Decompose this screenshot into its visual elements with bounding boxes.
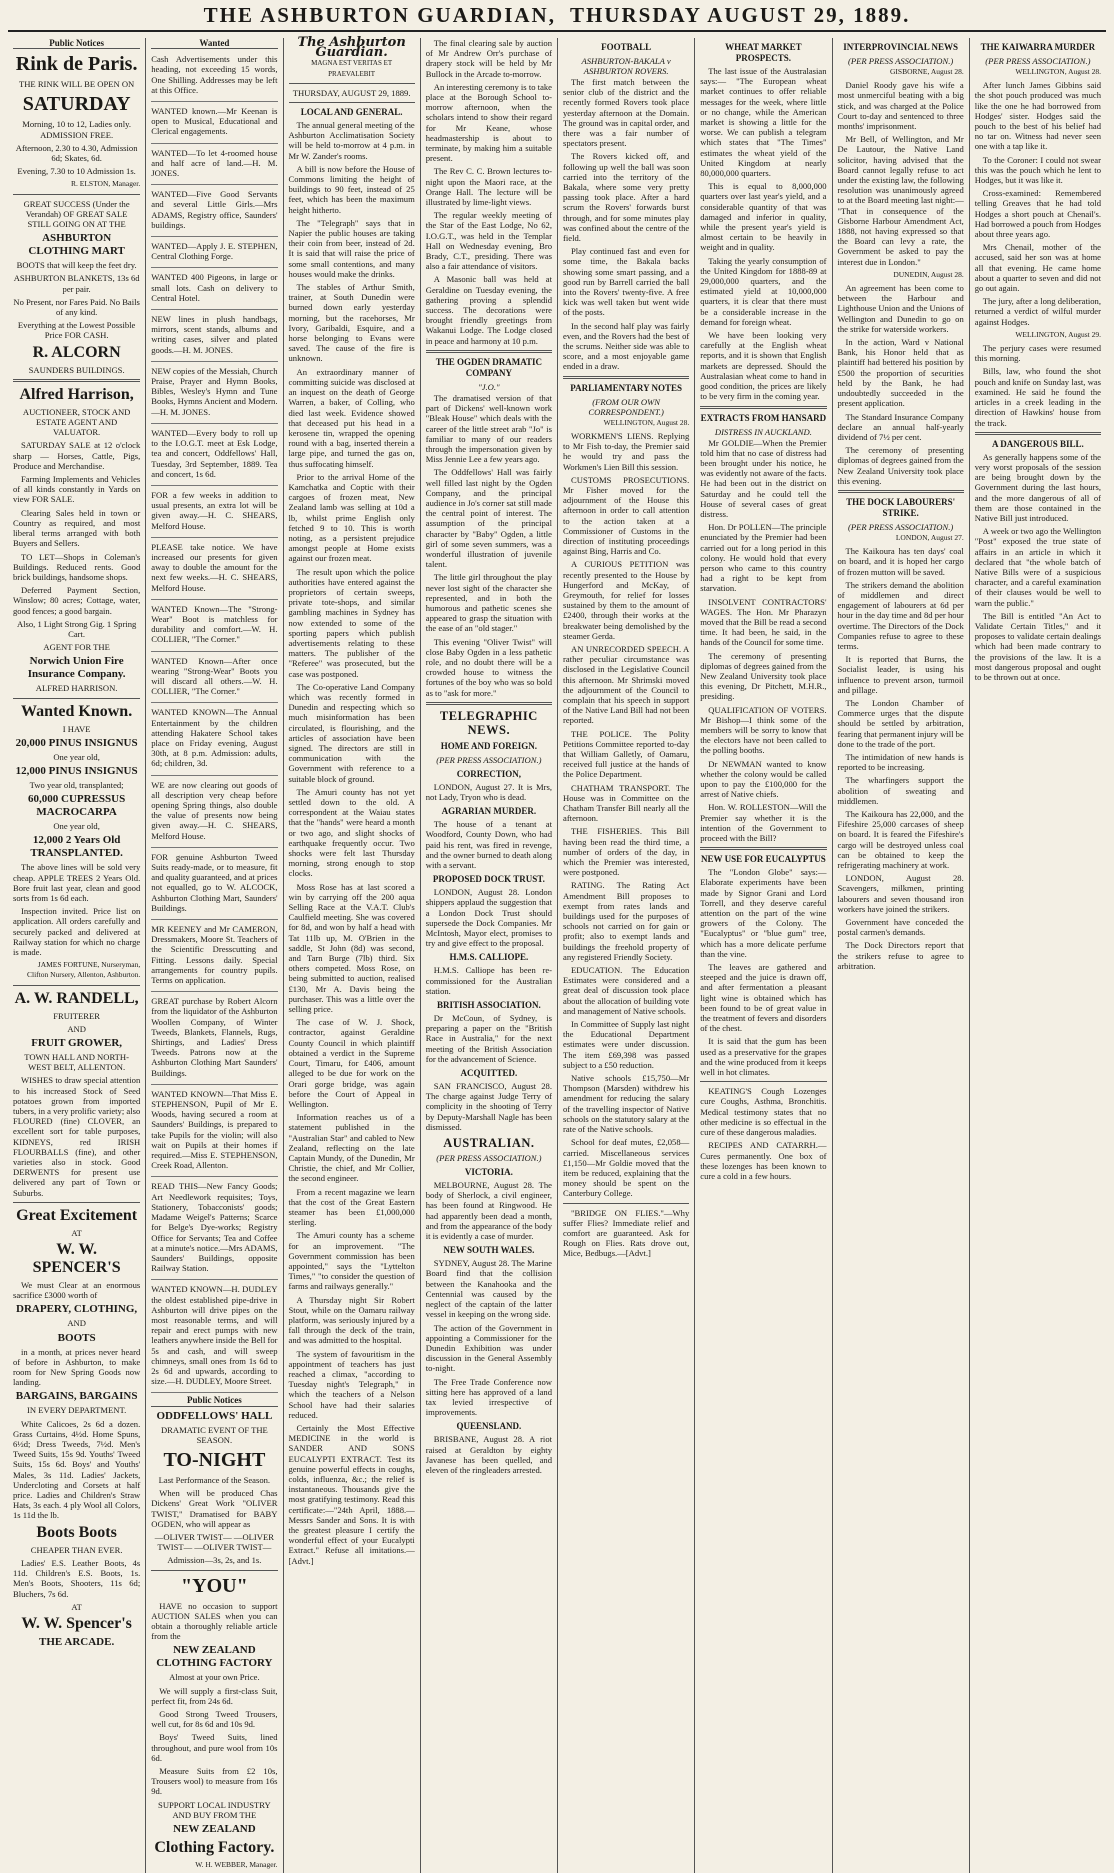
news-heading: AGRARIAN MURDER. xyxy=(441,806,537,817)
article-paragraph: Certainly the Most Effective MEDICINE in the world is SANDER AND SONS EUCALYPTI EXTRACT. Test its genuine powerful effects in coughs, colds, influenza, &c.; the relief is instantaneous. Thousands give the most gratifying testimony. Read this certificate:—"24th April, 1888.—Messrs Sander and Sons. It is with the greatest pleasure I certify the wonderful effect of your Eucalypti Extract." Refuse all imitations.—[Advt.] xyxy=(288,1423,415,1566)
article-paragraph: Taking the yearly consumption of the United Kingdom for 1888-89 at 29,000,000 quarters, and the estimated yield at 10,000,000 quarters, it is clear that there must be a considerable increase in the demand for foreign wheat. xyxy=(700,255,827,327)
article-paragraph: School for deaf mutes, £2,058—carried. Miscellaneous services £1,150—Mr Goldie moved that the item be reduced, explaining that the money should be spent on the Canterbury College. xyxy=(563,1137,690,1199)
article-paragraph: The wharfingers support the abolition of sweating and middlemen. xyxy=(837,775,964,806)
article-paragraph: The ceremony of presenting diplomas of degrees gained from the New Zealand University took place this evening. xyxy=(837,445,964,486)
excitement-title: Great Excitement xyxy=(16,1206,138,1224)
wanted-ad xyxy=(151,922,277,992)
section-heading: THE KAIWARRA MURDER xyxy=(980,42,1096,52)
section-subheading: HOME AND FOREIGN. xyxy=(440,740,537,751)
dateline: WELLINGTON, August 28. xyxy=(603,417,690,427)
section-heading: INTERPROVINCIAL NEWS xyxy=(843,42,959,52)
article-paragraph: The Co-operative Land Company which was recently formed in Dunedin and respecting which so much misinformation has been circulated, is flourishing, and the articles of association have been signed. The directors are still in communication with the Government with reference to a suitable block of ground. xyxy=(288,681,415,784)
divider xyxy=(289,102,415,103)
article-paragraph: Information reaches us of a statement published in the "Australian Star" and cabled to New Zealand, reflecting on the late Captain Mundy, of the Dunedin, Mr Christie, the chief, and Mr Collier, the second engineer. xyxy=(288,1112,415,1184)
article-paragraph: In the action, Ward v National Bank, his Honor held that as plaintiff had bettered his position by £500 the proportion of securities held by the Bank, he had undoubtedly succeeded in the present application. xyxy=(837,337,964,409)
ad-text: WANTED KNOWN—The Annual Entertainment by the children attending Hakatere School takes place on Friday evening, August 30th, at 8 p.m. Admission: adults, 6d; children, 3d. xyxy=(151,707,278,769)
article-paragraph: The system of favouritism in the appointment of teachers has just reached a climax, "according to Tuesday night's Telegraph," in which the teachers of a Nelson School have had their salaries reduced. xyxy=(288,1348,415,1420)
ad-text: PLEASE take notice. We have increased our presents for given away to double the amount for the next few weeks.—H. C. SHEARS, Melford House. xyxy=(151,541,278,593)
alcorn-name: R. ALCORN xyxy=(32,343,121,361)
press-credit: (PER PRESS ASSOCIATION.) xyxy=(847,521,954,532)
trees-line: 60,000 CUPRESSUS MACROCARPA xyxy=(28,793,126,819)
rink-line: Morning, 10 to 12, Ladies only. ADMISSION FREE. xyxy=(22,119,131,140)
rink-line: Afternoon, 2.30 to 4.30, Admission 6d; Skates, 6d. xyxy=(15,142,138,164)
nz-line: We will supply a first-class Suit, perfect fit, from 24s 6d. xyxy=(151,1685,278,1706)
section-heading: TELEGRAPHIC NEWS. xyxy=(439,708,538,737)
nz-line: Almost at your own Price. xyxy=(169,1672,260,1683)
wanted-ad xyxy=(151,1179,277,1280)
ad-text: NEW copies of the Messiah, Church Praise, Prayer and Hymn Books, Bibles, Wesley's Hymn and Tune Books, Hymns Ancient and Modern.—H. M. JONES. xyxy=(151,365,278,417)
section-heading: A DANGEROUS BILL. xyxy=(991,438,1084,449)
mart-line: No Present, nor Fares Paid. No Bails of any kind. xyxy=(13,296,140,318)
column-heading: Wanted xyxy=(151,38,277,49)
divider xyxy=(13,985,140,986)
harrison-line: SATURDAY SALE at 12 o'clock sharp — Horses, Cattle, Pigs, Produce and Merchandise. xyxy=(13,440,141,471)
article-paragraph: Moss Rose has at last scored a win by carrying off the 200 aqua Selling Race at the V.A.T. Club's Caulfield meeting. She was covered for 8d, and won by half a head with Tat 11lb up, M. O'Brien in the saddle, St John (8d) was second, and Tarn Burge (7lb) third. Six others competed. Moss Rose, on being submitted to auction, realised £130, Mr A. Davis being the purchaser. This was a little over the selling price. xyxy=(288,881,415,1015)
column-3 xyxy=(283,35,420,1873)
harrison-line: Also, 1 Light Strong Gig. 1 Spring Cart. xyxy=(16,618,137,639)
article-paragraph: Mr Bell, of Wellington, and Mr De Lautour, the Native Land solicitor, having advised that the Board cannot legally refuse to act under the existing law, the following resolution was unanimously agreed to at the Board meeting last night:— "That in consequence of the Gisborne Harbour Amendment Act, 1888, not having expressed so that the Board can levy a rate, the Government be asked to pay the interest due in London." xyxy=(837,134,964,267)
rink-signature: R. ELSTON, Manager. xyxy=(71,179,141,189)
harrison-line: Deferred Payment Section, Winslow; 80 acres; Cottage, water, good fences; a good bargain. xyxy=(13,585,141,616)
wanted-ad xyxy=(151,994,277,1085)
norwich-agent: AGENT FOR THE xyxy=(43,642,110,653)
at-line: AT xyxy=(71,1227,82,1238)
article-paragraph: To the Coroner: I could not swear this was the pouch which he lent to Hodges, but it was like it. xyxy=(974,154,1101,186)
section-subheading: (FROM OUR OWN CORRESPONDENT.) xyxy=(588,396,664,417)
article-paragraph: This evening "Oliver Twist" will close Baby Ogden in a less pathetic role, and no doubt there will be a crowded house to witness the fortunes of the boy who was so bold as to "ask for more." xyxy=(425,636,552,698)
paper-date: THURSDAY, AUGUST 29, 1889. xyxy=(292,87,411,98)
boots-list: Ladies' E.S. Leather Boots, 4s 11d. Children's E.S. Boots, 1s. Men's Boots, Shooters, 11s 6d; Bluchers, 7s 6d. xyxy=(13,1557,141,1599)
wanted-known: Wanted Known. xyxy=(21,702,133,720)
trees-line: The above lines will be sold very cheap. APPLE TREES 2 Years Old. Bore fruit last year, clean and good sorts from 1s 6d each. xyxy=(13,862,141,903)
article-paragraph: QUALIFICATION OF VOTERS. Mr Bishop—I think some of the members will be sorry to know that the electors have not been called to the polling booths. xyxy=(700,704,827,756)
bargains-sub: IN EVERY DEPARTMENT. xyxy=(27,1405,127,1416)
article-paragraph: A bill is now before the House of Commons limiting the height of buildings to 90 feet, instead of 25 feet, which has been the maximum height hitherto. xyxy=(288,163,415,215)
article-paragraph: As generally happens some of the very worst proposals of the session are being brought down by the Government during the last hours, and the more dangerous of all of them are those contained in the Native Bill just introduced. xyxy=(974,451,1101,523)
randell-name: A. W. RANDELL, xyxy=(14,989,139,1007)
article-paragraph: The jury, after a long deliberation, returned a verdict of wilful murder against Hodges. xyxy=(974,296,1101,327)
advert-text: RECIPES AND CATARRH.—Cures permanently. One box of these lozenges has been known to cure a cold in a few hours. xyxy=(700,1140,827,1181)
randell-line: FRUIT GROWER, xyxy=(31,1036,123,1049)
article-paragraph: Bills, law, who found the shot pouch and knife on Sunday last, was examined. He said he found the articles in a creek leading in the direction of Hawkins' house from the track. xyxy=(974,366,1101,428)
dateline: GISBORNE, August 28. xyxy=(889,67,964,76)
harrison-line: Clearing Sales held in town or Country as required, and most liberal terms arranged with both Buyers and Sellers. xyxy=(13,507,141,549)
article-paragraph: The Bill is entitled "An Act to Validate Certain Titles," and it proposes to validate certain dealings which had been made contrary to the provisions of the law. It is a most dangerous proposal and ought to be thrown out at once. xyxy=(974,610,1101,682)
news-heading: ACQUITTED. xyxy=(460,1068,518,1079)
spencer-line: in a month, at prices never heard of before in Ashburton, to make room for New Spring Goods now landing. xyxy=(13,1346,141,1388)
article-paragraph: We have been looking very carefully at the English wheat reports, and it is shown that English markets are depressed. Should the Australasian wheat come to hand in good condition, the prices are likely to be very firm in the coming year. xyxy=(700,330,827,402)
article-paragraph: This is equal to 8,000,000 quarters over last year's yield, and a considerable quantity of that was damaged and inferior in quality, while the present year's yield is almost certain to be heavily in weight and in quality. xyxy=(700,181,827,253)
wanted-ad xyxy=(151,540,277,600)
mart-line: BOOTS that will keep the feet dry. xyxy=(16,260,137,271)
column-8 xyxy=(969,38,1106,1873)
article-paragraph: Daniel Roody gave his wife a most unmerciful beating with a big stick, and was charged at the Police Court to-day and sentenced to three months' imprisonment. xyxy=(837,80,964,132)
article-paragraph: A week or two ago the Wellington "Post" exposed the true state of affairs in an article in which it declared that "the whole batch of Native Bills were of a suspicious character, and a careful examination of their clauses would be well to warn the public." xyxy=(974,526,1101,608)
randell-line: AND xyxy=(67,1023,86,1034)
article-paragraph: From a recent magazine we learn that the cost of the Great Eastern steamer has been £1,000,000 sterling. xyxy=(288,1186,415,1228)
spencer-line: We must Clear at an enormous sacrifice £3000 worth of xyxy=(13,1280,141,1301)
article-paragraph: The final clearing sale by auction of Mr Andrew Orr's purchase of drapery stock will be held by Mr Bullock in the Arcade to-morrow. xyxy=(425,38,552,79)
wanted-ad xyxy=(151,52,277,102)
spencer-footer: W. W. Spencer's xyxy=(21,1614,132,1632)
article-paragraph: The regular weekly meeting of the Star of the East Lodge, No 62, I.O.G.T., was held in the Templar Hall on Wednesday evening, Bro Brady, C.T., presiding. There was also a fair attendance of visitors. xyxy=(425,210,552,272)
nz-line: Good Strong Tweed Trousers, well cut, for 8s 6d and 10s 9d. xyxy=(151,1709,278,1730)
randell-line: WISHES to draw special attention to his increased Stock of Seed potatoes grown from imported tubers, in a very prolific variety; also FLOURED (fine) CLOVER, an excellent sort for table purposes, KIDNEYS, red IRISH FLOURBALLS (fine), and other varieties also in stock. Good DERWENTS for present use delivered any part of Town or Suburbs. xyxy=(13,1075,141,1198)
article-paragraph: In Committee of Supply last night the Educational Department estimates were under discussion. The item £69,398 was passed subject to a £50 reduction. xyxy=(563,1019,690,1070)
article-paragraph: A Masonic ball was held at Geraldine on Tuesday evening, the gathering proving a splendid success. The decorations were brought friendly greetings from Wakanui Lodge. The Lodge closed in peace and harmony at 10 p.m. xyxy=(425,274,552,346)
you-title: "YOU" xyxy=(181,1574,248,1597)
section-subheading: ASHBURTON-BAKALA v ASHBURTON ROVERS. xyxy=(581,56,671,76)
article-paragraph: The Standard Insurance Company declare an annual half-yearly dividend of 7½ per cent. xyxy=(837,411,964,442)
wanted-ad xyxy=(151,1087,277,1178)
trees-line: One year old, xyxy=(53,821,100,832)
trees-line: 12,000 2 Years Old TRANSPLANTED. xyxy=(30,834,123,860)
press-credit: (PER PRESS ASSOCIATION.) xyxy=(985,56,1091,66)
rink-day: SATURDAY xyxy=(22,93,131,116)
dateline: LONDON, August 27. xyxy=(895,532,964,542)
wanted-ad xyxy=(151,146,277,186)
trees-signature: JAMES FORTUNE, Nurseryman, Clifton Nursery, Allenton, Ashburton. xyxy=(26,960,141,980)
divider xyxy=(563,1203,689,1204)
ad-text: NEW lines in plush handbags, mirrors, scent stands, albums and writing cases, silver and plated goods.—H. M. JONES. xyxy=(151,314,278,355)
column-1 xyxy=(8,38,145,1873)
column-heading: Public Notices xyxy=(13,38,140,49)
harrison-line: TO LET—Shops in Coleman's Buildings. Reduced rents. Good brick buildings, handsome shops. xyxy=(13,551,141,582)
ad-text: MR KEENEY and Mr CAMERON, Dressmakers, Moore St. Teachers of the Scientific Dresscutting and Fitting. Lessons daily. Special arrangements for country pupils. Terms on application. xyxy=(151,924,278,986)
mart-line: ASHBURTON BLANKETS, 13s 6d per pair. xyxy=(13,273,140,294)
oddfellows-line: —OLIVER TWIST— —OLIVER TWIST— —OLIVER TWIST— xyxy=(154,1531,274,1553)
news-heading: BRITISH ASSOCIATION. xyxy=(436,1000,541,1011)
section-heading: LOCAL AND GENERAL. xyxy=(300,107,403,118)
dateline: WELLINGTON, August 29. xyxy=(1015,329,1101,339)
article-paragraph: The dramatised version of that part of Dickens' well-known work "Bleak House" which deals with the career of the little street arab "Jo" is familiar to many of our readers through the impersonation given by Miss Jennie Lee a few years ago. xyxy=(425,392,552,465)
divider xyxy=(700,406,826,409)
wanted-ad xyxy=(151,104,277,144)
section-heading: FOOTBALL xyxy=(601,42,652,52)
ad-text: WANTED Known—The "Strong-Wear" Boot is matchless for durability and comfort.—W. H. COLLIER, "The Corner." xyxy=(151,603,278,645)
ad-text: WANTED—Five Good Servants and several Little Girls.—Mrs ADAMS, Registry office, Saunders' buildings. xyxy=(151,189,278,230)
column-7 xyxy=(832,38,969,1873)
article-paragraph: An agreement has been come to between the Harbour and Lighthouse Union and the Unions of Wellington and Dunedin to go on the strike for waterside workers. xyxy=(837,283,964,334)
trees-line: Two year old, transplanted; xyxy=(29,779,124,790)
news-text: LONDON, August 28. London shippers applaud the suggestion that a London Dock Trust should supersede the Dock Companies. Mr McIntosh, Mayor elect, promises to try and give effect to the proposal. xyxy=(425,887,552,949)
article-paragraph: The Dock Directors report that the strikers refuse to agree to arbitration. xyxy=(837,940,964,971)
rink-title: Rink de Paris. xyxy=(15,53,138,76)
article-paragraph: It is said that the gum has been used as a preservative for the grapes and the wine produced from it keeps well in hot climates. xyxy=(700,1036,827,1078)
article-paragraph: The little girl throughout the play never lost sight of the character she represented, and in both the humorous and pathetic scenes she appeared to grasp the situation with the ease of an "old stager." xyxy=(425,572,552,634)
press-credit: (PER PRESS ASSOCIATION.) xyxy=(847,56,954,66)
advert-text: KEATING'S Cough Lozenges cure Coughs, Asthma, Bronchitis. Medical testimony states that no other medicine is so effectual in the cure of these dangerous maladies. xyxy=(700,1086,827,1138)
article-paragraph: The intimidation of new hands is reported to be increasing. xyxy=(837,751,964,773)
article-paragraph: An interesting ceremony is to take place at the Borough School to-morrow afternoon, when the scholars intend to show their regard for Mr Keane, whose headmastership is about to terminate, by making him a suitable present. xyxy=(425,81,552,164)
news-heading: NEW SOUTH WALES. xyxy=(443,1245,535,1256)
ad-text: FOR genuine Ashburton Tweed Suits ready-made, or to measure, fit and quality guaranteed, and at prices not equalled, go to W. ALCOCK, Ashburton Clothing Mart, Saunders' Buildings. xyxy=(151,851,278,913)
section-heading: NEW USE FOR EUCALYPTUS xyxy=(700,854,826,865)
divider xyxy=(700,847,826,850)
article-paragraph: The Oddfellows' Hall was fairly well filled last night by the Ogden Company, and the principal audience in Jo's corner sat still made the central point of interest. The assumption of the principal character by "Baby" Ogden, a little girl of some seven summers, was a wonderful illustration of juvenile talent. xyxy=(425,467,552,570)
ad-text: WE are now clearing out goods of all description very cheap before opening Spring things, also double the value of presents now being given away.—H. C. SHEARS, Melford House. xyxy=(151,779,278,841)
wanted-ad xyxy=(151,488,277,538)
wanted-ad xyxy=(151,602,277,652)
article-paragraph: The Kaikoura has 22,000, and the Fifeshire 25,000 carcases of sheep on board. It is feared the Fifeshire's cargo will be destroyed unless coal can be obtained to keep the refrigerating machinery at work. xyxy=(837,809,964,871)
arcade-name: THE ARCADE. xyxy=(39,1635,115,1648)
ad-text: FOR a few weeks in addition to usual presents, an extra lot will be given away.—H. C. SHEARS, Melford House. xyxy=(151,489,278,531)
ad-text: WANTED KNOWN—H. DUDLEY the oldest established pipe-drive in Ashburton will drive pipes on the most reasonable terms, and will repair and erect pumps with new leathers anywhere inside the Bell for 5s and cash, and will sweep chimneys, small ones from 1s 6d to 2s 6d and upwards, according to size.—H. DUDLEY, Moore Street. xyxy=(151,1284,278,1387)
trees-line: One year old, xyxy=(53,751,100,762)
news-heading: QUEENSLAND. xyxy=(456,1421,522,1432)
nz-line: SUPPORT LOCAL INDUSTRY AND BUY FROM THE xyxy=(158,1799,271,1820)
column-4 xyxy=(420,38,557,1873)
article-paragraph: THE POLICE. The Polity Petitions Committee reported to-day that William Galletly, of Oamaru, received full justice at the hands of the Police Department. xyxy=(563,728,690,780)
wanted-ad xyxy=(151,654,277,704)
news-text: The action of the Government in appointing a Commissioner for the Dunedin Exhibition was under discussion in the General Assembly to-night. xyxy=(425,1322,552,1374)
ad-text: WANTED known.—Mr Keenan is open to Musical, Educational and Clerical engagements. xyxy=(151,106,278,137)
ad-text: GREAT purchase by Robert Alcorn from the liquidator of the Ashburton Woollen Company, of Winter Tweeds, Blankets, Flannels, Rugs, Shirtings, and Ladies' Dress Tweeds. Patrons now at the Ashburton Clothing Mart Saunders' Buildings. xyxy=(151,996,278,1078)
ad-text: Cash Advertisements under this heading, not exceeding 15 words, One Shilling. Addresses may be left at this Office. xyxy=(151,54,278,95)
article-paragraph: LONDON, August 28. Scavengers, milkmen, printing labourers and seven thousand iron workers have joined the strikers. xyxy=(837,873,964,914)
divider xyxy=(426,702,552,705)
article-paragraph: It is reported that Burns, the Socialist leader, is using his influence to prevent arson, turmoil and pillage. xyxy=(837,654,964,695)
wanted-ad xyxy=(151,426,277,486)
ad-text: WANTED—Every body to roll up to the I.O.G.T. meet at Esk Lodge, tea and concert, Oddfellows' Hall, Tuesday, 3rd September, 1889. Tea and concert, 1s 6d. xyxy=(151,427,278,479)
divider xyxy=(563,376,689,379)
section-heading: AUSTRALIAN. xyxy=(443,1136,535,1151)
rink-line: Evening, 7.30 to 10 Admission 1s. xyxy=(17,166,136,177)
wanted-ad xyxy=(151,312,277,362)
article-paragraph: Native schools £15,750—Mr Thompson (Marsden) withdrew his amendment for reducing the salary of the travelling inspector of Native schools on the statutory salary at the rate of the Native schools. xyxy=(563,1073,690,1135)
news-text: The house of a tenant at Woodford, County Down, who had paid his rent, was fired in revenge, and the owner burned to death along with a servant. xyxy=(425,819,552,870)
article-paragraph: Play continued fast and even for some time, the Bakala backs showing some smart passing, and a good run by Barrell carried the ball into the Rovers' twenty-five. A free kick was well taken but went wide of the posts. xyxy=(563,246,690,318)
article-paragraph: The "London Globe" says:—Elaborate experiments have been made by Signor Grani and Lord Torrell, and they deserve careful attention on the part of the wine growers of the Colony. The "Eucalyptus" or "blue gum" tree, which has a more delicate perfume than the vine. xyxy=(700,867,827,959)
article-paragraph: A Thursday night Sir Robert Stout, while on the Oamaru railway platform, was seriously injured by a fall through the deck of the train, and was admitted to the hospital. xyxy=(288,1294,415,1346)
oddfellows-hall: ODDFELLOWS' HALL xyxy=(156,1409,273,1422)
nz-title: Clothing Factory. xyxy=(154,1839,275,1857)
divider xyxy=(975,432,1101,435)
article-paragraph: The case of W. J. Shock, contractor, against Geraldine County Council in which plaintiff obtained a verdict in the Supreme Court, Timaru, for £406, amount alleged to be due for work on the Orari gorge bridge, was again before the Court of Appeal in Wellington. xyxy=(288,1017,415,1109)
press-credit: (PER PRESS ASSOCIATION.) xyxy=(436,754,542,765)
column-heading: Public Notices xyxy=(151,1395,277,1406)
boots-title: Boots Boots xyxy=(36,1523,117,1541)
article-paragraph: The Rev C. C. Brown lectures to-night upon the Maori race, at the Orange Hall. The lecture will be illustrated by lime-light views. xyxy=(425,166,552,208)
divider xyxy=(700,1081,826,1082)
section-heading: THE OGDEN DRAMATIC COMPANY xyxy=(435,356,543,378)
boots-sub: CHEAPER THAN EVER. xyxy=(30,1544,123,1555)
wanted-ad xyxy=(151,364,277,424)
news-text: The Free Trade Conference now sitting here has approved of a land tax levied irrespective of improvements. xyxy=(425,1376,552,1418)
article-paragraph: Dr NEWMAN wanted to know whether the colony would be called upon to pay the £100,000 for the arrest of Native chiefs. xyxy=(700,758,827,800)
article-paragraph: After lunch James Gibbins said the shot pouch produced was much like the one he had borrowed from Hodges' sister. Hodges said the pouch to the best of his belief had no tar on. Witness had never seen one with a tap like it. xyxy=(974,80,1101,152)
trees-line: 12,000 PINUS INSIGNUS xyxy=(15,764,138,777)
section-subheading: "J.O." xyxy=(478,381,500,392)
harrison-line: Farming Implements and Vehicles of all kinds constantly in Yards on view FOR SALE. xyxy=(13,474,141,505)
nz-line: Boys' Tweed Suits, lined throughout, and pure wool from 10s 6d. xyxy=(151,1732,278,1763)
article-paragraph: Hon. W. ROLLESTON—Will the Premier say whether it is the intention of the Government to proceed with the Bill? xyxy=(700,802,827,844)
nz-line: NEW ZEALAND xyxy=(173,1823,256,1836)
ad-text: WANTED—To let 4-roomed house and half acre of land.—H. M. JONES. xyxy=(151,147,278,179)
at-line: AT xyxy=(71,1601,82,1612)
mart-line: Everything at the Lowest Possible Price FOR CASH. xyxy=(17,320,136,341)
section-heading: PARLIAMENTARY NOTES xyxy=(570,382,683,393)
article-paragraph: THE FISHERIES. This Bill having been read the third time, a number of orders of the day, in which the Premier was interested, were postponed. xyxy=(563,826,690,878)
news-heading: PROPOSED DOCK TRUST. xyxy=(432,874,545,885)
norwich-title: Norwich Union Fire Insurance Company. xyxy=(27,655,126,681)
bargains-title: BARGAINS, BARGAINS xyxy=(15,1390,138,1403)
divider xyxy=(13,379,140,382)
nz-line: NEW ZEALAND CLOTHING FACTORY xyxy=(156,1644,273,1670)
article-paragraph: INSOLVENT CONTRACTORS' WAGES. The Hon. Mr Pharazyn moved that the Bill be read a second time. It had been, he said, in the hands of the Council for some time. xyxy=(700,596,827,648)
wanted-ad xyxy=(151,1282,277,1393)
oddfellows-line: Admission—3s, 2s, and 1s. xyxy=(167,1555,262,1566)
ad-text: WANTED KNOWN—That Miss E. STEPHENSON, Pupil of Mr E. Woods, having secured a room at Saunders' Buildings, is prepared to take Pupils for the violin; will also wait on Pupils at their homes if required.—Miss E. STEPHENSON, Creek Road, Allenton. xyxy=(151,1088,278,1171)
column-2 xyxy=(145,38,282,1873)
section-heading: THE DOCK LABOURERS' STRIKE. xyxy=(846,496,956,518)
article-paragraph: Government have conceded the postal carmen's demands. xyxy=(837,917,964,938)
article-paragraph: EDUCATION. The Education Estimates were considered and a great deal of discussion took place about the allocation of building vote and management of Native schools. xyxy=(563,965,690,1016)
harrison-name: Alfred Harrison, xyxy=(19,385,134,403)
news-heading: H.M.S. CALLIOPE. xyxy=(449,952,529,963)
press-credit: (PER PRESS ASSOCIATION.) xyxy=(436,1153,542,1164)
column-6 xyxy=(694,38,831,1873)
harrison-signature: ALFRED HARRISON. xyxy=(35,683,118,694)
article-paragraph: The Rovers kicked off, and following up well the ball was soon carried into the territory of the Bakala, where some very pretty passing took place. After a hard scrum the Rovers' forwards burst through, and for some minutes play was confined about the centre of the field. xyxy=(563,151,690,244)
ad-text: READ THIS—New Fancy Goods; Art Needlework requisites; Toys, Stationery, Tobacconists' goods; Madame Weigel's Patterns; Scarce for Belge's Dye-works; Registry Office for Servants; Tea and Coffee at a minute's notice.—Mrs ADAMS, Saunders' Buildings, opposite Railway Station. xyxy=(151,1181,278,1274)
article-paragraph: The Kaikoura has ten days' coal on board, and it is hoped her cargo of frozen mutton will be saved. xyxy=(837,546,964,577)
trees-line: I HAVE xyxy=(62,723,91,734)
article-paragraph: The "Telegraph" says that in Napier the public houses are taking their coin from beer, instead of 2d. It is said that will raise the price of some small contentions, and many houses would make the drinks. xyxy=(288,217,415,279)
randell-line: TOWN HALL AND NORTH-WEST BELT, ALLENTON. xyxy=(24,1051,129,1073)
article-paragraph: Hon. Dr POLLEN—The principle enunciated by the Premier had been carried out for a long period in this colony. He would hold that every person who came to this country had a right to be kept from starvation. xyxy=(700,522,827,594)
article-paragraph: The strikers demand the abolition of middlemen and direct engagement of labourers at 6d per hour in the day time and 8d per hour overtime. The Directors of the Dock Companies refuse to agree to these terms. xyxy=(837,579,964,651)
news-text: H.M.S. Calliope has been re-commissioned for the Australian station. xyxy=(425,965,552,996)
oddfellows-line: Last Performance of the Season. xyxy=(158,1474,271,1485)
spencer-list: White Calicoes, 2s 6d a dozen. Grass Curtains, 4½d. Home Spuns, 6½d; Dress Tweeds, 7½d. Men's Tweed Suits, 15s 9d. Youths' Tweed Suits, 15s 6d. Boys' and Youths' Males, 3s 11d. Ladies' Jackets, Undercloting and Corsets at half price. Ladies and Children's Straw Hats, 3s each. 4 ply Wool all Colors, 1s 11d the lb. xyxy=(13,1418,141,1521)
article-paragraph: The ceremony of presenting diplomas of degrees gained from the New Zealand University took place this evening, Dr Pitchett, M.H.R., presiding. xyxy=(700,650,827,702)
divider xyxy=(13,1202,140,1203)
section-heading: WHEAT MARKET PROSPECTS. xyxy=(725,42,802,63)
nz-line: Measure Suits from £2 10s, Trousers wool) to measure from 16s 9d. xyxy=(151,1766,278,1797)
dateline: WELLINGTON, August 28. xyxy=(1015,67,1101,76)
article-paragraph: CUSTOMS PROSECUTIONS. Mr Fisher moved for the adjournment of the House this afternoon in order to call attention to the action taken at a Commissioner of Customs in the direction of instituting proceedings against Bing, Harris and Co. xyxy=(563,474,690,557)
divider xyxy=(13,194,140,195)
spencer-name: W. W. SPENCER'S xyxy=(32,1241,121,1277)
article-paragraph: The stables of Arthur Smith, trainer, at South Dunedin were burned down early yesterday morning, but the racehorses, Mr Ivory, Garibaldi, Esquire, and a horse belonging to Evans were saved. The cause of the fire is unknown. xyxy=(288,282,415,364)
article-paragraph: Prior to the arrival Home of the Kamchatka and Coptic with their cargoes of frozen meat, New Zealand lamb was selling at 10d a lb, whilst prime English only fetched 9 to 10. This is worth noting, as a persistent prejudice amongst people at Home exists against our frozen meat. xyxy=(288,471,415,564)
you-line: HAVE no occasion to support AUCTION SALES when you can obtain a thoroughly reliable article from the xyxy=(151,1600,278,1642)
news-heading: CORRECTION, xyxy=(456,768,521,779)
divider xyxy=(289,83,415,84)
article-paragraph: WORKMEN'S LIENS. Replying to Mr Fish to-day, the Premier said he would try and pass the Workmen's Lien Bill this session. xyxy=(563,430,690,472)
article-paragraph: An extraordinary manner of committing suicide was disclosed at an inquest on the death of George Warren, a baker, of Colling, who died last week. Evidence showed that deceased put his head in a kerosene tin, wrapped the opening round with a bag, inserted therein a large pipe, and turned the gas on, thus suffocating himself. xyxy=(288,366,415,469)
trees-line: Inspection invited. Price list on application. All orders carefully and securely packed and delivered at Railway station for which no charge is made. xyxy=(13,906,141,957)
ad-text: WANTED Known—After once wearing "Strong-Wear" Boots you will discard all others.—W. H. COLLIER, "The Corner." xyxy=(151,655,278,697)
masthead-title: THE ASHBURTON GUARDIAN, xyxy=(203,2,556,27)
spencer-line: DRAPERY, CLOTHING, xyxy=(16,1303,138,1316)
column-5 xyxy=(557,38,694,1873)
harrison-sub: AUCTIONEER, STOCK AND ESTATE AGENT AND VALUATOR. xyxy=(22,406,131,438)
divider xyxy=(426,350,552,353)
wanted-ad xyxy=(151,850,277,920)
article-paragraph: CHATHAM TRANSPORT. The House was in Committee on the Chatham Transfer Bill nearly all the afternoon. xyxy=(563,782,690,824)
success-line: GREAT SUCCESS (Under the Verandah) OF GREAT SALE STILL GOING ON AT THE xyxy=(23,198,130,230)
dateline: DUNEDIN, August 28. xyxy=(893,269,964,279)
oddfellows-line: DRAMATIC EVENT OF THE SEASON. xyxy=(160,1424,268,1445)
section-heading: EXTRACTS FROM HANSARD xyxy=(700,412,827,423)
divider xyxy=(838,490,964,493)
section-subheading: DISTRESS IN AUCKLAND. xyxy=(714,426,812,437)
article-paragraph: The Amuri county has a scheme for an improvement. "The Government commission has been appointed," says the "Lyttelton Times," "to consider the question of farms and railways generally." xyxy=(288,1230,415,1292)
nz-signature: W. H. WEBBER, Manager. xyxy=(195,1860,278,1870)
article-paragraph: Cross-examined: Remembered telling Greaves that he had told Hodges a short pouch at Chenail's. Had borrowed a pouch from Hodges about three years ago. xyxy=(974,188,1101,240)
article-paragraph: The perjury cases were resumed this morning. xyxy=(974,343,1101,364)
news-text: BRISBANE, August 28. A riot raised at Geraldton by eighty Javanese has been quelled, and eleven of the ringleaders arrested. xyxy=(425,1434,552,1475)
paper-motto: MAGNA EST VERITAS ET PRAEVALEBIT xyxy=(311,59,393,78)
article-paragraph: The first match between the senior club of the district and the recently formed Rovers took place yesterday afternoon at the Domain. The ground was in capital order, and there was a fair number of spectators present. xyxy=(563,77,690,149)
ad-text: WANTED 400 Pigeons, in large or small lots. Cash on delivery to Central Hotel. xyxy=(151,272,278,303)
masthead-date: THURSDAY AUGUST 29, 1889. xyxy=(569,2,911,27)
trees-line: 20,000 PINUS INSIGNUS xyxy=(15,736,138,749)
wanted-ad xyxy=(151,239,277,268)
wanted-ad xyxy=(151,705,277,775)
article-paragraph: The result upon which the police authorities have entered against the proprietors of certain sweeps, private tote-shops, and similar gambling machines in Sydney has now extended to some of the sporting papers which publish advertisements relating to these matters. The publisher of the "Referee" was prosecuted, but the case was postponed. xyxy=(288,566,415,679)
spencer-line: BOOTS xyxy=(57,1331,96,1344)
wanted-ad xyxy=(151,270,277,310)
news-text: SAN FRANCISCO, August 28. The charge against Judge Terry of complicity in the shooting of Terry by Deputy-Marshall Nagle has been dismissed. xyxy=(425,1081,552,1132)
news-text: LONDON, August 27. It is Mrs, not Lady, Tryon who is dead. xyxy=(425,781,552,802)
rink-line: THE RINK WILL BE OPEN ON xyxy=(18,79,135,90)
randell-line: FRUITERER xyxy=(53,1010,101,1021)
columns xyxy=(8,35,1106,1870)
alcorn-sub: SAUNDERS BUILDINGS. xyxy=(28,364,125,375)
article-paragraph: A CURIOUS PETITION was recently presented to the House by Hungerford and McKay, of Greymouth, for relief for losses sustained by them to the amount of £2400, through their works at the breakwater being demolished by the steamer Gerda. xyxy=(563,559,690,641)
divider xyxy=(151,1570,277,1571)
wanted-ad xyxy=(151,778,277,848)
news-heading: VICTORIA. xyxy=(464,1167,513,1178)
advert-text: "BRIDGE ON FLIES."—Why suffer Flies? Immediate relief and comfort are guaranteed. Ask for Rough on Flies. Rats drove out, Mice, Bedbugs.—[Advt.] xyxy=(563,1207,690,1259)
article-paragraph: In the second half play was fairly even, and the Rovers had the best of the scrums. Neither side was able to score, and a most enjoyable game ended in a draw. xyxy=(563,320,690,372)
article-paragraph: The London Chamber of Commerce urges that the dispute should be settled by arbitration, fearing that permanent injury will be done to the trade of the port. xyxy=(837,697,964,749)
ad-text: WANTED—Apply J. E. STEPHEN, Central Clothing Forge. xyxy=(151,241,278,262)
news-text: MELBOURNE, August 28. The body of Sherlock, a civil engineer, has been found at Ringwood. He had apparently been dead a month, and from the appearance of the body it is evidently a case of murder. xyxy=(425,1180,552,1242)
article-paragraph: The leaves are gathered and steeped and the juice is drawn off, and after fermentation a pleasant light wine is obtained which has been found to be of great value in the treatment of fevers and disorders of the chest. xyxy=(700,962,827,1034)
news-text: Dr McCoun, of Sydney, is preparing a paper on the "British Race in Australia," for the next meeting of the British Association for the advancement of Science. xyxy=(425,1013,552,1064)
news-text: SYDNEY, August 28. The Marine Board find that the collision between the Kanahooka and the Centennial was caused by the neglect of the captain of the latter vessel in keeping on the wrong side. xyxy=(425,1258,552,1320)
tonight-title: TO-NIGHT xyxy=(163,1448,266,1471)
masthead xyxy=(8,0,1106,32)
article-paragraph: The Amuri county has not yet settled down to the old. A correspondent at the Waiau states that the "hands" were heard a month or two ago, and slight shocks of earthquake frequently occur. Two shocks were felt last Thursday morning, strong enough to stop clocks. xyxy=(288,786,415,879)
spencer-line: AND xyxy=(67,1318,86,1329)
article-paragraph: The last issue of the Australasian says:— "The European wheat market continues to offer reliable messages for the week, where little or no change, while the American market is showing a little for the worse. We can publish a telegram which states that "The Times" estimates the wheat yield of the United Kingdom at nearly 80,000,000 quarters. xyxy=(700,66,827,179)
mart-title: ASHBURTON CLOTHING MART xyxy=(28,232,125,258)
article-paragraph: Mrs Chenail, mother of the accused, said her son was at home all that evening. He came home about a quarter to seven and did not go out again. xyxy=(974,242,1101,294)
divider xyxy=(13,698,140,699)
wanted-ad xyxy=(151,187,277,237)
paper-title: The Ashburton Guardian. xyxy=(297,35,406,61)
article-paragraph: The annual general meeting of the Ashburton Acclimatisation Society will be held to-morrow at 4 p.m. in Mr W. Zander's rooms. xyxy=(288,120,415,161)
article-paragraph: RATING. The Rating Act Amendment Bill proposes to exempt from rates lands and buildings used for the purposes of schools not carried on for gain or profit; also to exempt lands and buildings the freehold property of any registered Friendly Society. xyxy=(563,880,690,962)
article-paragraph: AN UNRECORDED SPEECH. A rather peculiar circumstance was disclosed in the Legislative Council this afternoon. Mr Shrimski moved the adjournment of the Council to complain that his speech in support of the Native Land Bill had not been reported. xyxy=(563,643,690,726)
oddfellows-line: When will be produced Chas Dickens' Great Work "OLIVER TWIST," Dramatised for BABY OGDEN, who will appear as xyxy=(151,1488,278,1529)
article-paragraph: Mr GOLDIE—When the Premier told him that no case of distress had been brought under his notice, he was evidently not aware of the facts. He had been out in the district on Saturday and he could tell the House of several cases of great distress. xyxy=(700,437,827,519)
